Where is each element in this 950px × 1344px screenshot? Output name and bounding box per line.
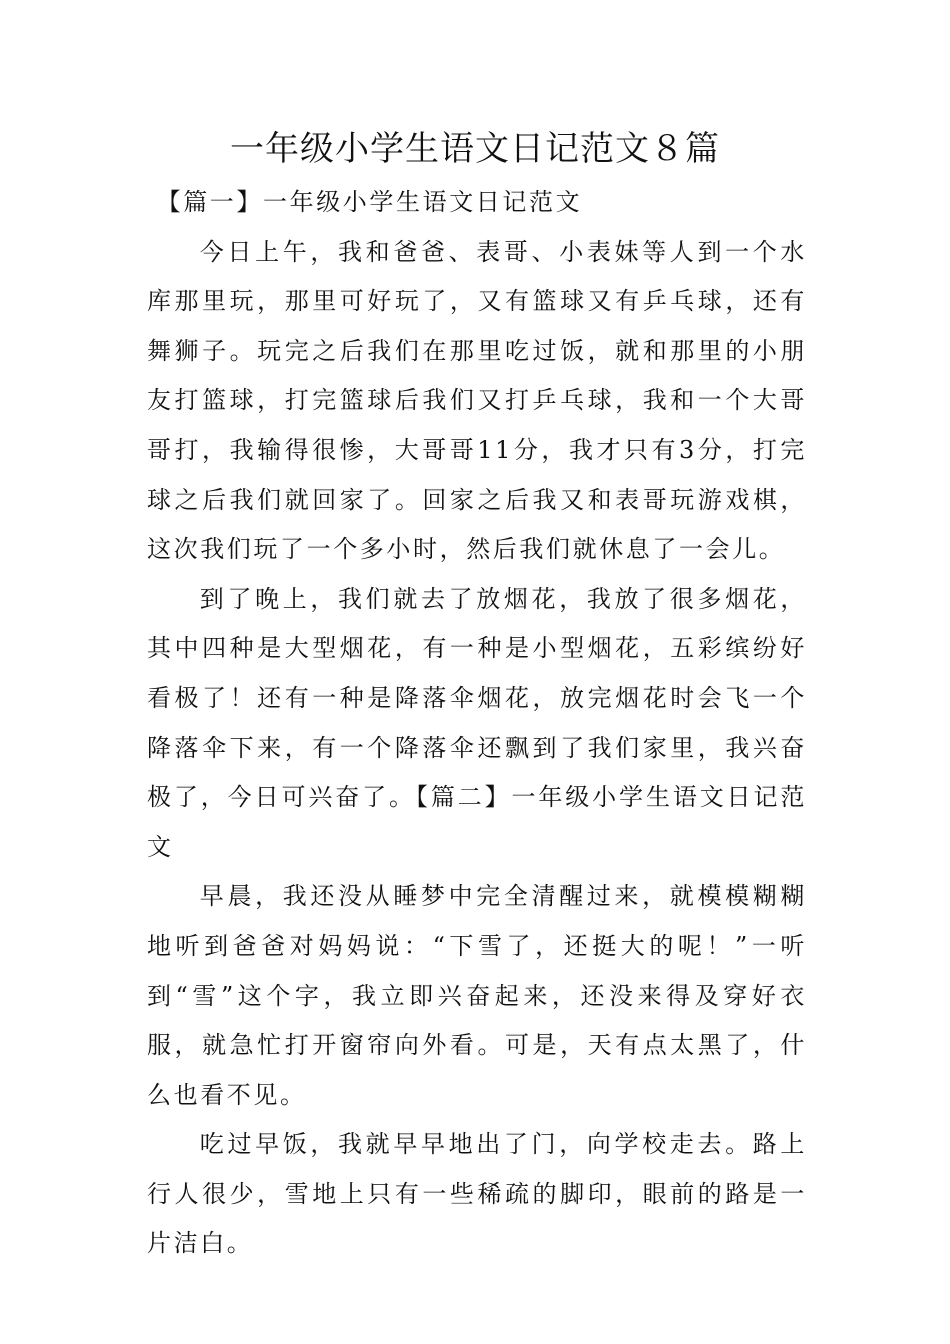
section1-paragraph-1: 今日上午，我和爸爸、表哥、小表妹等人到一个水库那里玩，那里可好玩了，又有篮球又有乒乓球，还有舞狮子。玩完之后我们在那里吃过饭，就和那里的小朋友打篮球，打完篮球后我们又打乒乓球，我和一个大哥哥打，我输得很惨，大哥哥11分，我才只有3分，打完球之后我们就回家了。回家之后我又和表哥玩游戏棋，这次我们玩了一个多小时，然后我们就休息了一会儿。	[147, 237, 807, 564]
section1-paragraph-2	[147, 575, 807, 873]
document-title: 一年级小学生语文日记范文８篇	[230, 129, 720, 169]
section2-paragraph-1: 早晨，我还没从睡梦中完全清醒过来，就模模糊糊地听到爸爸对妈妈说：“下雪了，还挺大的呢！”一听到“雪”这个字，我立即兴奋起来，还没来得及穿好衣服，就急忙打开窗帘向外看。可是，天有点太黑了，什么也看不见。	[147, 882, 807, 1109]
section1-heading: 【篇一】一年级小学生语文日记范文	[156, 188, 583, 216]
section2-paragraph-2: 吃过早饭，我就早早地出了门，向学校走去。路上行人很少，雪地上只有一些稀疏的脚印，眼前的路是一片洁白。	[147, 1130, 807, 1258]
section2-heading: 【篇二】一年级小学生语文日记范文	[147, 783, 808, 861]
section1-paragraph-2-text: 到了晚上，我们就去了放烟花，我放了很多烟花，其中四种是大型烟花，有一种是小型烟花，五彩缤纷好看极了！还有一种是降落伞烟花，放完烟花时会飞一个降落伞下来，有一个降落伞还飘到了我们家里，我兴奋极了，今日可兴奋了。	[147, 584, 807, 812]
document-body	[147, 178, 807, 1269]
